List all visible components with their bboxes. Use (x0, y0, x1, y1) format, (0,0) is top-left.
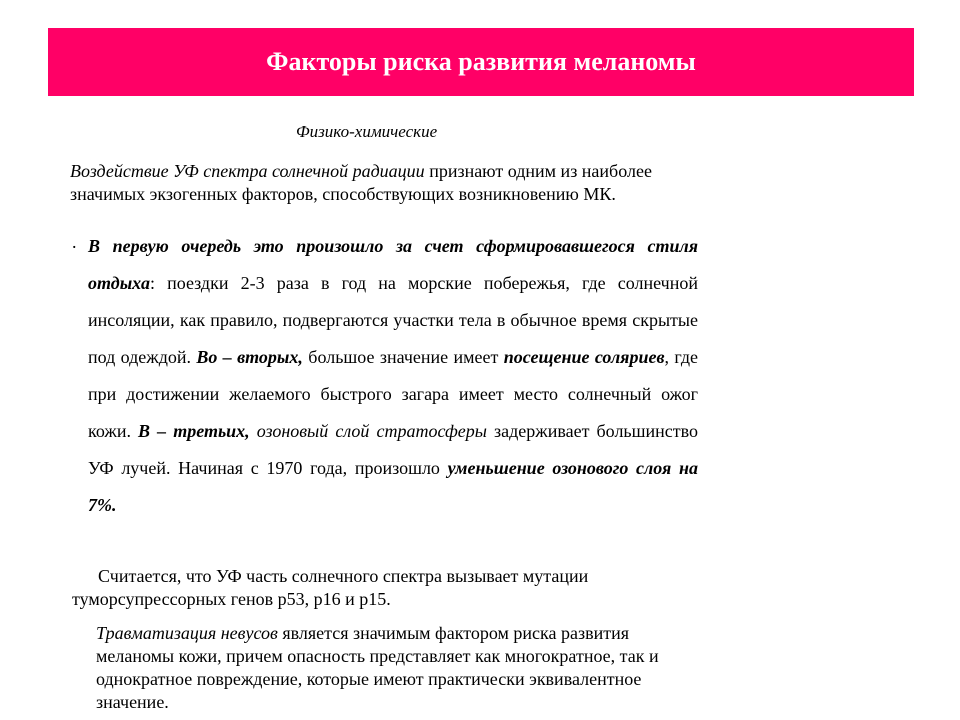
para-s5: посещение соляриев (503, 347, 665, 367)
main-paragraph (88, 228, 698, 524)
trauma-italic: Травматизация невусов (96, 623, 278, 643)
para-s4: большое значение имеет (302, 347, 504, 367)
intro-paragraph (70, 160, 710, 206)
para-s9: озоновый слой стратосферы (256, 421, 487, 441)
para-s7: В – третьих, (138, 421, 250, 441)
para-s1: В первую очередь это произошло за счет сформировавшегося стиля отдыха (88, 236, 698, 293)
para-s11: уменьшение озонового слоя на 7%. (88, 458, 698, 515)
para-s6: , где при достижении желаемого быстрого загара имеет место солнечный ожог кожи. (88, 347, 699, 441)
slide-title: Факторы риска развития меланомы (266, 47, 696, 76)
para-s3: Во – вторых, (196, 347, 303, 367)
considered-paragraph: Считается, что УФ часть солнечного спектра вызывает мутации туморсупрессорных генов р53, р16 и р15. (72, 566, 589, 609)
intro-rest: признают одним из наиболее значимых экзогенных факторов, способствующих возникновению МК. (70, 161, 652, 204)
para-s2: : поездки 2-3 раза в год на морские побережья, где солнечной инсоляции, как правило, подвергаются участки тела в обычное время скрытые под одеждой. (88, 273, 698, 367)
trauma-rest: является значимым фактором риска развития меланомы кожи, причем опасность представляет как многократное, так и однократное повреждение, которые имеют практически эквивалентное значение. (96, 623, 659, 712)
para-s10: задерживает большинство УФ лучей. Начиная с 1970 года, произошло (88, 421, 698, 478)
intro-italic: Воздействие УФ спектра солнечной радиации (70, 161, 425, 181)
title-bar (48, 28, 914, 96)
trauma-paragraph (96, 622, 696, 714)
subheading: Физико-химические (296, 122, 438, 141)
para-s8 (250, 421, 257, 441)
bullet-marker: . (72, 232, 77, 252)
